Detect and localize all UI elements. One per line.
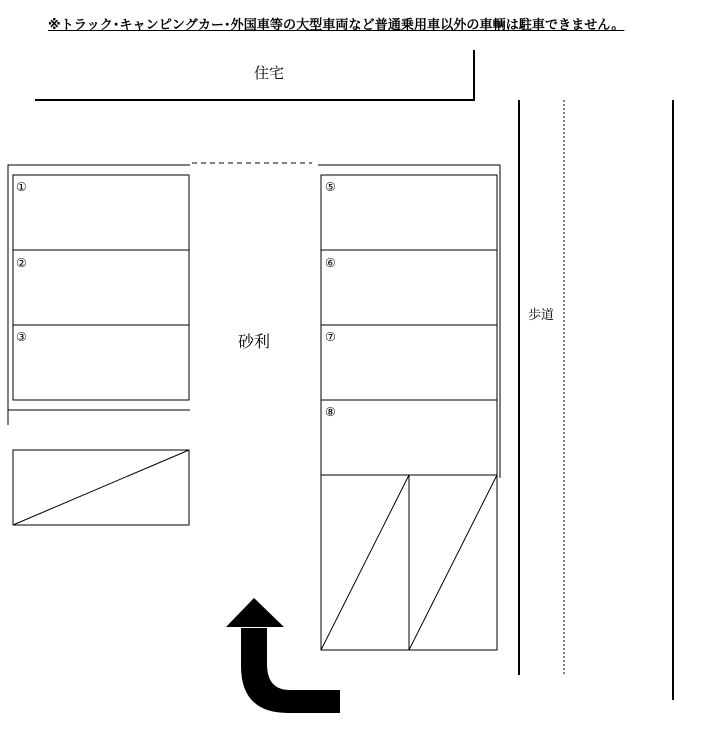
sidewalk-label: 歩道 xyxy=(528,308,555,323)
spot-number-1: ① xyxy=(16,180,27,194)
spot-number-5: ⑤ xyxy=(325,180,336,194)
parking-spot-5 xyxy=(321,175,497,250)
spot-number-2: ② xyxy=(16,256,27,270)
spot-number-6: ⑥ xyxy=(325,256,336,270)
spot-number-3: ③ xyxy=(16,330,27,344)
parking-spot-2 xyxy=(13,250,189,325)
lot-boundary-right xyxy=(318,165,500,478)
parking-spot-8 xyxy=(321,400,497,475)
spot-number-8: ⑧ xyxy=(325,405,336,419)
unavailable-diagonal-right-2 xyxy=(409,475,497,650)
parking-spot-3 xyxy=(13,325,189,400)
turn-arrow-icon xyxy=(226,598,340,713)
notice-text: ※トラック･キャンピングカー･外国車等の大型車両など普通乗用車以外の車輌は駐車できません。 xyxy=(48,18,625,33)
parking-spot-7 xyxy=(321,325,497,400)
parking-spot-6 xyxy=(321,250,497,325)
spot-number-7: ⑦ xyxy=(325,330,336,344)
gravel-label: 砂利 xyxy=(238,332,271,351)
unavailable-diagonal-left xyxy=(13,450,189,525)
unavailable-diagonal-right-1 xyxy=(321,475,409,650)
house-label: 住宅 xyxy=(254,64,285,82)
parking-spot-1 xyxy=(13,175,189,250)
lot-boundary-left xyxy=(8,165,190,425)
